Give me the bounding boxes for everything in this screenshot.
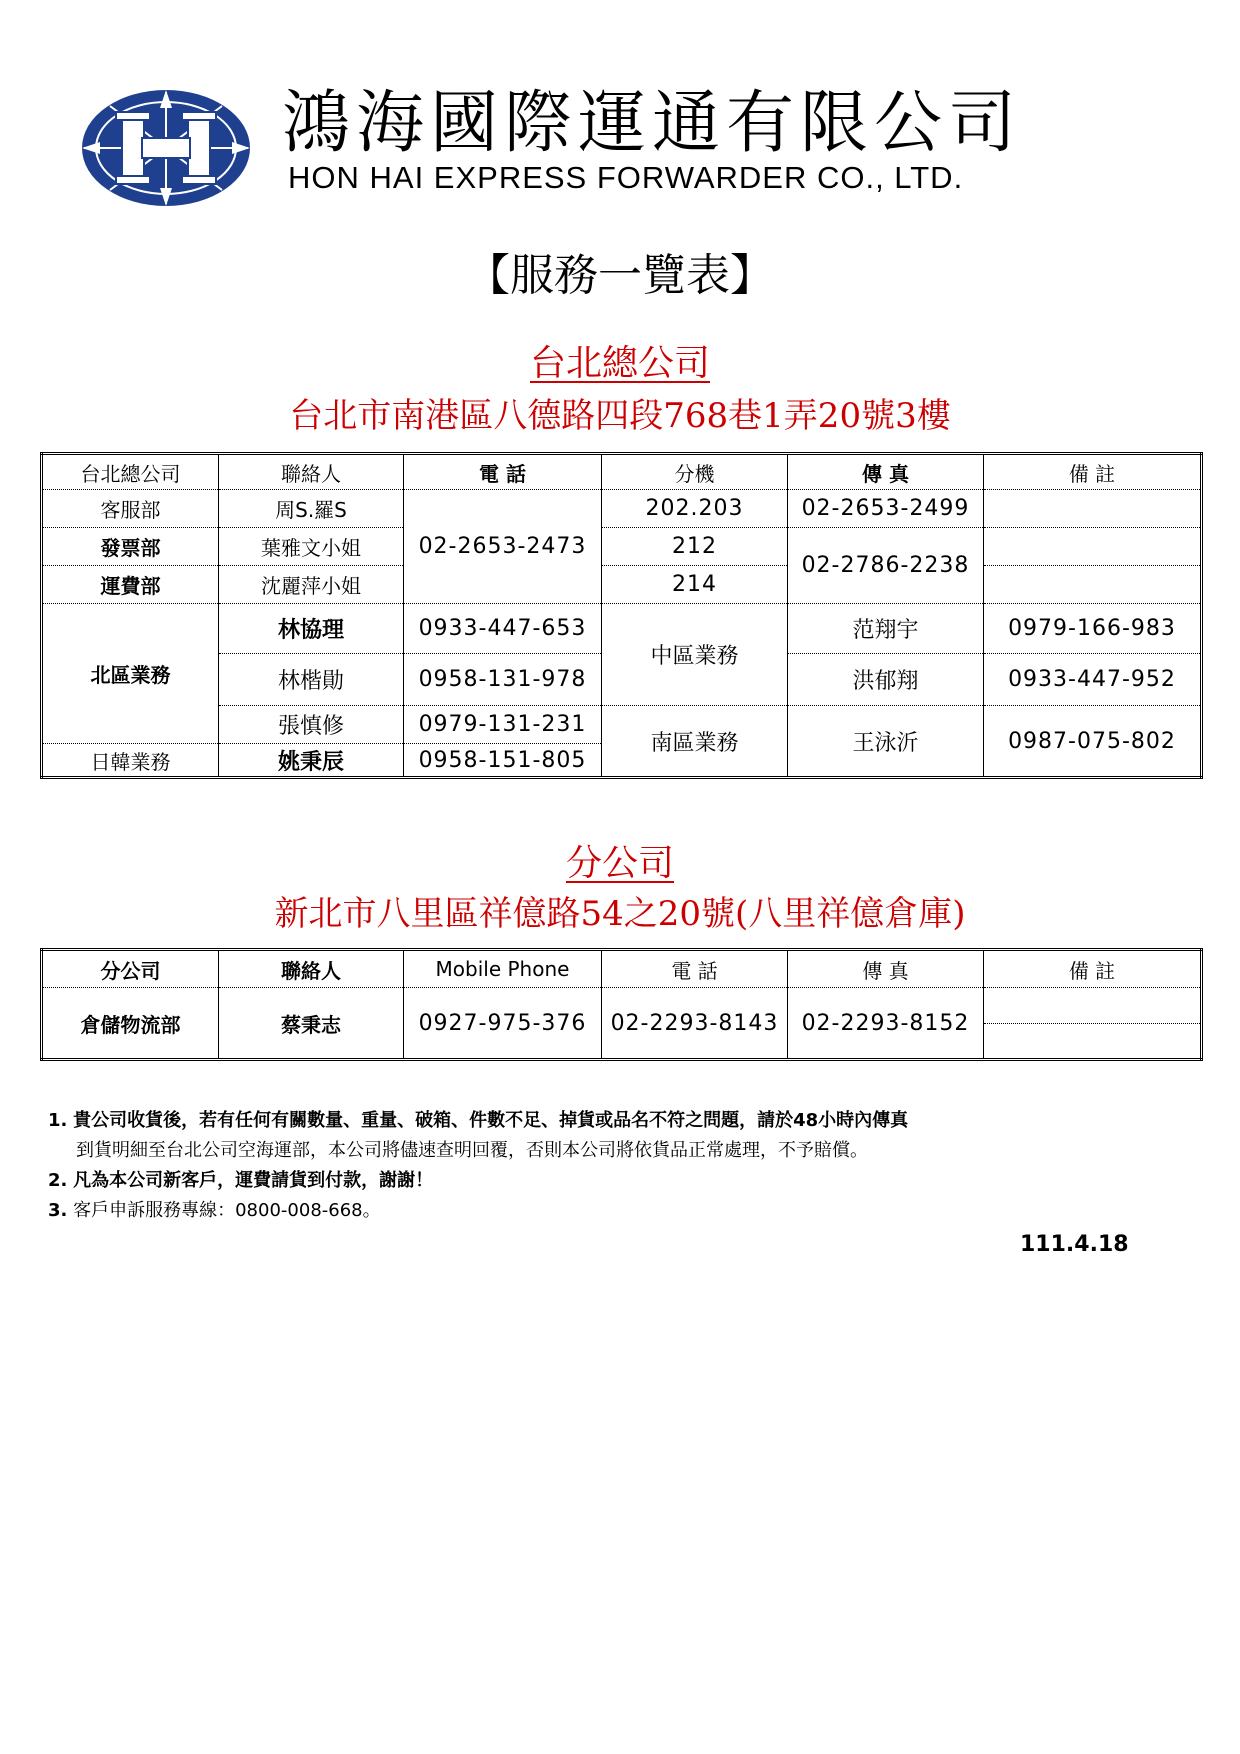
phone-cell: 0958-151-805 <box>404 744 602 778</box>
table-header-row <box>42 950 1202 988</box>
ext-cell: 214 <box>602 566 788 604</box>
contact-cell: 林楷勛 <box>219 654 404 706</box>
fax-cell: 02-2786-2238 <box>788 528 984 604</box>
hq-address: 台北市南港區八德路四段768巷1弄20號3樓 <box>289 396 951 436</box>
jk-sales-label: 日韓業務 <box>42 744 219 778</box>
remarks-cell <box>984 988 1202 1024</box>
phone-cell: 0979-166-983 <box>984 604 1202 654</box>
remarks-cell <box>984 528 1202 566</box>
contact-cell: 范翔宇 <box>788 604 984 654</box>
header-cell: 傳 真 <box>788 950 984 988</box>
header-cell: 傳 真 <box>788 454 984 490</box>
note-2 <box>48 1166 1198 1196</box>
ext-cell: 212 <box>602 528 788 566</box>
header-cell: 聯絡人 <box>219 454 404 490</box>
header-cell: 備 註 <box>984 950 1202 988</box>
contact-cell: 周S.羅S <box>219 490 404 528</box>
table-row <box>42 604 1202 654</box>
table-row <box>42 528 1202 566</box>
note-1 <box>48 1106 1198 1136</box>
phone-cell: 02-2653-2473 <box>404 490 602 604</box>
branch-address: 新北市八里區祥億路54之20號(八里祥億倉庫) <box>274 894 966 934</box>
notes-section <box>48 1106 1198 1226</box>
header-cell: 電 話 <box>602 950 788 988</box>
hq-title-text: 台北總公司 <box>529 343 710 384</box>
company-name-en: HON HAI EXPRESS FORWARDER CO., LTD. <box>288 160 964 195</box>
phone-cell: 0933-447-653 <box>404 604 602 654</box>
dept-cell: 客服部 <box>42 490 219 528</box>
branch-contact-table <box>40 948 1203 1061</box>
note-text: 客戶申訴服務專線：0800-008-668。 <box>73 1200 381 1221</box>
ext-cell: 202.203 <box>602 490 788 528</box>
hq-contact-table <box>40 452 1203 779</box>
phone-cell: 0958-131-978 <box>404 654 602 706</box>
table-row <box>42 988 1202 1024</box>
header-cell: 備 註 <box>984 454 1202 490</box>
contact-cell: 沈麗萍小姐 <box>219 566 404 604</box>
table-row <box>42 566 1202 604</box>
dept-cell: 發票部 <box>42 528 219 566</box>
mobile-cell: 0927-975-376 <box>404 988 602 1060</box>
central-sales-label: 中區業務 <box>602 604 788 706</box>
contact-cell: 洪郁翔 <box>788 654 984 706</box>
note-text: 貴公司收貨後，若有任何有關數量、重量、破箱、件數不足、掉貨或品名不符之問題，請於48小時內傳真 <box>73 1110 909 1131</box>
note-1-continued: 到貨明細至台北公司空海運部，本公司將儘速查明回覆，否則本公司將依貨品正常處理，不予賠償。 <box>76 1140 868 1161</box>
company-logo <box>80 88 252 208</box>
phone-cell: 0987-075-802 <box>984 706 1202 778</box>
dept-cell: 運費部 <box>42 566 219 604</box>
document-date: 111.4.18 <box>1020 1232 1129 1257</box>
header-cell: 分機 <box>602 454 788 490</box>
company-name-zh: 鴻海國際運通有限公司 <box>282 84 1023 163</box>
phone-cell: 02-2293-8143 <box>602 988 788 1060</box>
contact-cell: 張慎修 <box>219 706 404 744</box>
branch-title-text: 分公司 <box>565 843 674 884</box>
hq-section-title <box>0 342 1240 386</box>
header-cell: 電 話 <box>404 454 602 490</box>
remarks-cell <box>984 490 1202 528</box>
note-text: 凡為本公司新客戶，運費請貨到付款，謝謝！ <box>73 1170 434 1191</box>
note-number: 2. <box>48 1170 68 1191</box>
contact-cell: 王泳沂 <box>788 706 984 778</box>
header-cell: 台北總公司 <box>42 454 219 490</box>
note-number: 1. <box>48 1110 68 1131</box>
document-title: 【服務一覽表】 <box>466 250 774 301</box>
header-cell: 分公司 <box>42 950 219 988</box>
table-row <box>42 490 1202 528</box>
south-sales-label: 南區業務 <box>602 706 788 778</box>
fax-cell: 02-2293-8152 <box>788 988 984 1060</box>
dept-cell: 倉儲物流部 <box>42 988 219 1060</box>
branch-section-title <box>0 842 1240 886</box>
note-3 <box>48 1196 1198 1226</box>
table-header-row <box>42 454 1202 490</box>
north-sales-label: 北區業務 <box>42 604 219 744</box>
header-cell: 聯絡人 <box>219 950 404 988</box>
contact-cell: 葉雅文小姐 <box>219 528 404 566</box>
remarks-cell <box>984 1024 1202 1060</box>
contact-cell: 蔡秉志 <box>219 988 404 1060</box>
remarks-cell <box>984 566 1202 604</box>
phone-cell: 0933-447-952 <box>984 654 1202 706</box>
header-cell: Mobile Phone <box>404 950 602 988</box>
fax-cell: 02-2653-2499 <box>788 490 984 528</box>
note-number: 3. <box>48 1200 68 1221</box>
contact-cell: 姚秉辰 <box>219 744 404 778</box>
contact-cell: 林協理 <box>219 604 404 654</box>
phone-cell: 0979-131-231 <box>404 706 602 744</box>
